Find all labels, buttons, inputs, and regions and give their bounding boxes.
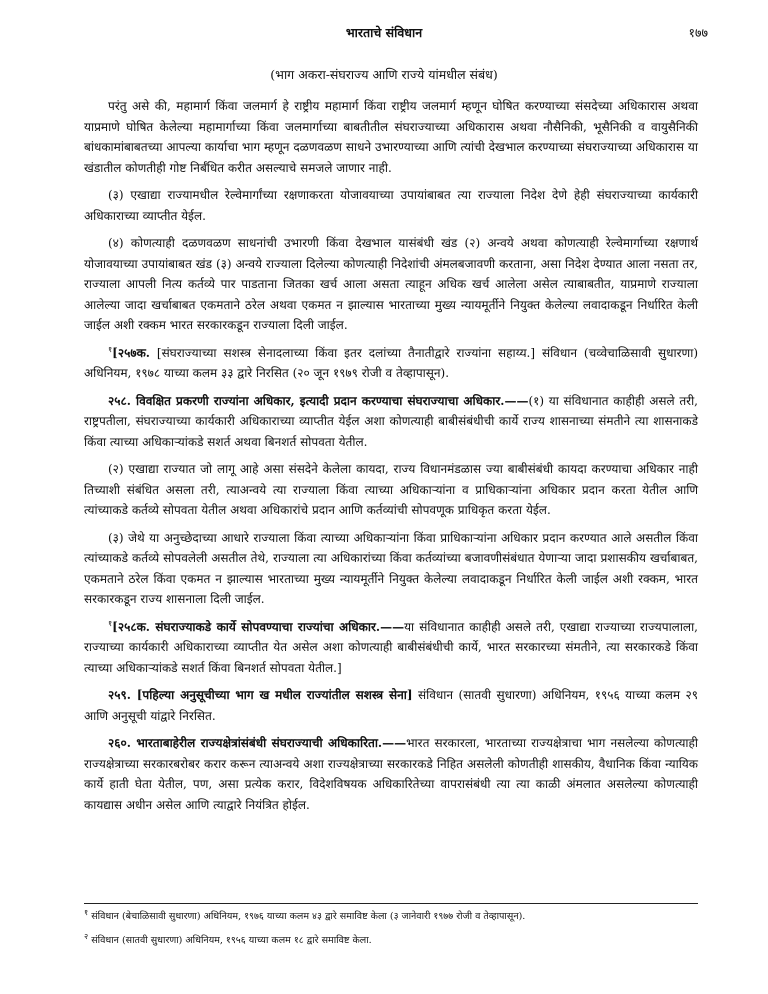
footnote-2 — [84, 931, 698, 948]
article-258 — [84, 391, 698, 453]
paragraph-text: [संघराज्याच्या सशस्त्र सेनादलाच्या किंवा इतर दलांच्या तैनातीद्वारे राज्यांना सहाय्य.] संविधान (चव्वेचाळिसावी सुधारणा) अधिनियम, १९७८ याच्या कलम ३३ द्वारे निरसित (२० जून १९७९ रोजी व तेव्हापासून). — [84, 345, 698, 380]
footnote-1 — [84, 907, 698, 924]
running-header — [0, 24, 768, 44]
article-258a — [84, 617, 698, 679]
clause-4 — [84, 233, 698, 336]
article-257a — [84, 343, 698, 384]
paragraph-text: भारत सरकारला, भारताच्या राज्यक्षेत्राचा भाग नसलेल्या कोणत्याही राज्यक्षेत्राच्या सरकारबरोबर करार करून त्याअन्वये अशा राज्यक्षेत्राच्या सरकारकडे निहित असलेली कोणतीही शासकीय, वैधानिक किंवा न्यायिक कार्ये हाती घेता येतील, पण, असा प्रत्येक करार, विदेशविषयक अधिकारितेच्या वापरासंबंधी त्या त्या काळी अंमलात असलेल्या कोणत्याही कायद्यास अधीन असेल आणि त्याद्वारे नियंत्रित होईल. — [84, 736, 699, 812]
footnotes — [84, 903, 698, 958]
article-heading: २५९. [पहिल्या अनुसूचीच्या भाग ख मधील राज्यांतील सशस्त्र सेना] — [108, 688, 413, 702]
footnote-text: संविधान (सातवी सुधारणा) अधिनियम, १९५६ याच्या कलम १८ द्वारे समाविष्ट केला. — [91, 935, 372, 946]
footnote-marker: १ — [108, 344, 113, 354]
footnote-marker: १ — [108, 618, 113, 628]
paragraph-text: (१) या संविधानात काहीही असले तरी, राष्ट्रपतीला, संघराज्याच्या कार्यकारी अधिकाराच्या व्याप्तीत येईल अशा कोणत्याही बाबीसंबंधीची कार्ये राज्य शासनाच्या संमतीने त्या शासनाकडे किंवा त्याच्या अधिकाऱ्यांकडे सशर्त अथवा बिनशर्त सोपवता येतील. — [84, 393, 698, 449]
footnote-number: १ — [84, 907, 89, 917]
footnote-text: संविधान (बेचाळिसावी सुधारणा) अधिनियम, १९७६ याच्या कलम ४३ द्वारे समाविष्ट केला (३ जानेवारी १९७७ रोजी व तेव्हापासून). — [91, 911, 526, 922]
article-259 — [84, 685, 698, 726]
article-258-clause-2 — [84, 459, 698, 521]
paragraph-text: परंतु असे की, महामार्ग किंवा जलमार्ग हे राष्ट्रीय महामार्ग किंवा राष्ट्रीय जलमार्ग म्हणून घोषित करण्याच्या संसदेच्या अधिकारास अथवा याप्रमाणे घोषित केलेल्या महामार्गाच्या किंवा जलमार्गाच्या बाबतीतील संघराज्याच्या अधिकारास अथवा नौसैनिकी, भूसैनिकी व वायुसैनिकी बांधकामांबाबतच्या आपल्या कार्याचा भाग म्हणून दळणवळण साधने उभारण्याच्या आणि त्यांची देखभाल करण्याच्या संघराज्याच्या अधिकारास या खंडातील कोणतीही गोष्ट निर्बंधित करीत असल्याचे समजले जाणार नाही. — [84, 99, 698, 175]
paragraph-text: या संविधानात काहीही असले तरी, एखाद्या राज्याच्या राज्यपालाला, राज्याच्या कार्यकारी अधिकाराच्या व्याप्तीत येत असेल अशा कोणत्याही बाबीसंबंधीची कार्ये, भारत सरकारच्या संमतीने, त्या सरकारकडे किंवा त्याच्या अधिकाऱ्यांकडे सशर्त किंवा बिनशर्त सोपवता येतील.] — [84, 619, 698, 675]
page-number: १७७ — [688, 25, 708, 40]
body-text — [84, 96, 698, 822]
paragraph-text: (३) जेथे या अनुच्छेदाच्या आधारे राज्याला किंवा त्याच्या अधिकाऱ्यांना किंवा प्राधिकाऱ्यांना अधिकार प्रदान करण्यात आले असतील किंवा त्यांच्याकडे कर्तव्ये सोपवलेली असतील तेथे, राज्याला त्या अधिकारांच्या किंवा कर्तव्यांच्या बजावणीसंबंधात येणाऱ्या जादा प्रशासकीय खर्चाबाबत, एकमताने ठरेल किंवा एकमत न झाल्यास भारताच्या मुख्य न्यायमूर्तीने नियुक्त केलेल्या लवादाकडून निर्धारित केली जाईल अशी रक्कम, भारत सरकारकडून राज्य शासनाला दिली जाईल. — [84, 530, 698, 606]
article-heading: [२५७क. — [112, 345, 150, 360]
clause-3 — [84, 185, 698, 226]
footnote-number: २ — [84, 931, 89, 941]
footnote-divider — [84, 903, 698, 904]
paragraph-text: (३) एखाद्या राज्यामधील रेल्वेमार्गांच्या रक्षणाकरता योजावयाच्या उपायांबाबत त्या राज्याला निदेश देणे हेही संघराज्याच्या कार्यकारी अधिकाराच्या व्याप्तीत येईल. — [84, 188, 698, 223]
part-heading: (भाग अकरा-संघराज्य आणि राज्ये यांमधील संबंध) — [270, 67, 498, 82]
article-heading: २६०. भारताबाहेरील राज्यक्षेत्रांसंबंधी संघराज्याची अधिकारिता.—— — [108, 736, 407, 750]
paragraph-proviso — [84, 96, 698, 178]
running-title: भारताचे संविधान — [345, 25, 423, 40]
paragraph-text: (४) कोणत्याही दळणवळण साधनांची उभारणी किंवा देखभाल यासंबंधी खंड (२) अन्वये अथवा कोणत्याही रेल्वेमार्गाच्या रक्षणार्थ योजावयाच्या उपायांबाबत खंड (३) अन्वये राज्याला दिलेल्या कोणत्याही निदेशांची अंमलबजावणी करताना, असा निदेश देण्यात आला नसता तर, राज्याला आपली नित्य कर्तव्ये पार पाडताना जितका खर्च आला असता त्याहून अधिक खर्च आलेला असेल त्याबाबतीत, याप्रमाणे राज्याला आलेल्या जादा खर्चाबाबत एकमताने ठरेल अथवा एकमत न झाल्यास भारताच्या मुख्य न्यायमूर्तीने नियुक्त केलेल्या लवादाकडून निर्धारित केली जाईल अशी रक्कम भारत सरकारकडून राज्याला दिली जाईल. — [84, 236, 698, 332]
article-260 — [84, 733, 698, 815]
article-heading: २५८. विवक्षित प्रकरणी राज्यांना अधिकार, इत्यादी प्रदान करण्याचा संघराज्याचा अधिकार.—— — [108, 393, 529, 408]
article-258-clause-3 — [84, 528, 698, 610]
paragraph-text: (२) एखाद्या राज्यात जो लागू आहे असा संसदेने केलेला कायदा, राज्य विधानमंडळास ज्या बाबीसंबंधी कायदा करण्याचा अधिकार नाही तिच्याशी संबंधित असला तरी, त्याअन्वये त्या राज्याला किंवा त्याच्या अधिकाऱ्यांना व प्राधिकाऱ्यांना अधिकार प्रदान करता येतील आणि त्यांच्याकडे कर्तव्ये सोपवता येतील अथवा अधिकारांचे प्रदान आणि कर्तव्यांची सोपवणूक प्राधिकृत करता येईल. — [84, 462, 698, 517]
paragraph-text: संविधान (सातवी सुधारणा) अधिनियम, १९५६ याच्या कलम २९ आणि अनुसूची यांद्वारे निरसित. — [84, 688, 698, 723]
article-heading: [२५८क. संघराज्याकडे कार्ये सोपवण्याचा राज्यांचा अधिकार.—— — [112, 619, 405, 634]
